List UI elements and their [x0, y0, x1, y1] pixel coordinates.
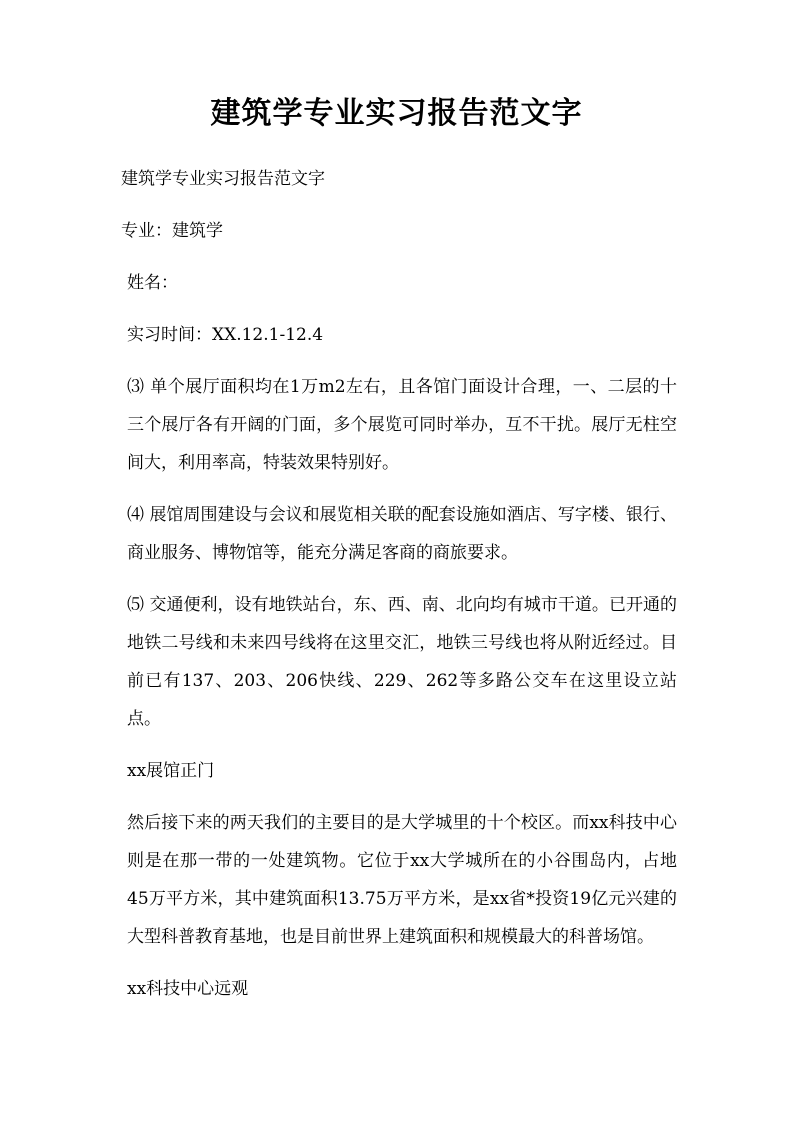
- paragraph-supporting-facilities: ⑷ 展馆周围建设与会议和展览相关联的配套设施如酒店、写字楼、银行、商业服务、博物馆等，能充分满足客商的商旅要求。: [127, 505, 677, 563]
- document-body: [121, 160, 677, 1022]
- major-line: 专业：建筑学: [121, 221, 223, 241]
- paragraph-transportation: ⑸ 交通便利，设有地铁站台，东、西、南、北向均有城市干道。已开通的地铁二号线和未来四号线将在这里交汇，地铁三号线也将从附近经过。目前已有137、203、206快线、229、262等多路公交车在这里设立站点。: [127, 595, 677, 729]
- internship-time-line: 实习时间：XX.12.1-12.4: [127, 325, 324, 345]
- caption-science-center-distant-view: xx科技中心远观: [127, 979, 249, 999]
- paragraph-science-center: 然后接下来的两天我们的主要目的是大学城里的十个校区。而xx科技中心则是在那一带的一处建筑物。它位于xx大学城所在的小谷围岛内，占地45万平方米，其中建筑面积13.75万平方米，是xx省*投资19亿元兴建的大型科普教育基地，也是目前世界上建筑面积和规模最大的科普场馆。: [127, 813, 677, 947]
- paragraph-exhibition-hall-area: ⑶ 单个展厅面积均在1万m2左右，且各馆门面设计合理，一、二层的十三个展厅各有开阔的门面，多个展览可同时举办，互不干扰。展厅无柱空间大，利用率高，特装效果特别好。: [127, 377, 677, 473]
- subtitle-line: 建筑学专业实习报告范文字: [121, 169, 325, 189]
- name-line: 姓名：: [127, 273, 178, 293]
- caption-exhibition-main-gate: xx展馆正门: [127, 761, 215, 781]
- document-title: 建筑学专业实习报告范文字: [210, 96, 583, 131]
